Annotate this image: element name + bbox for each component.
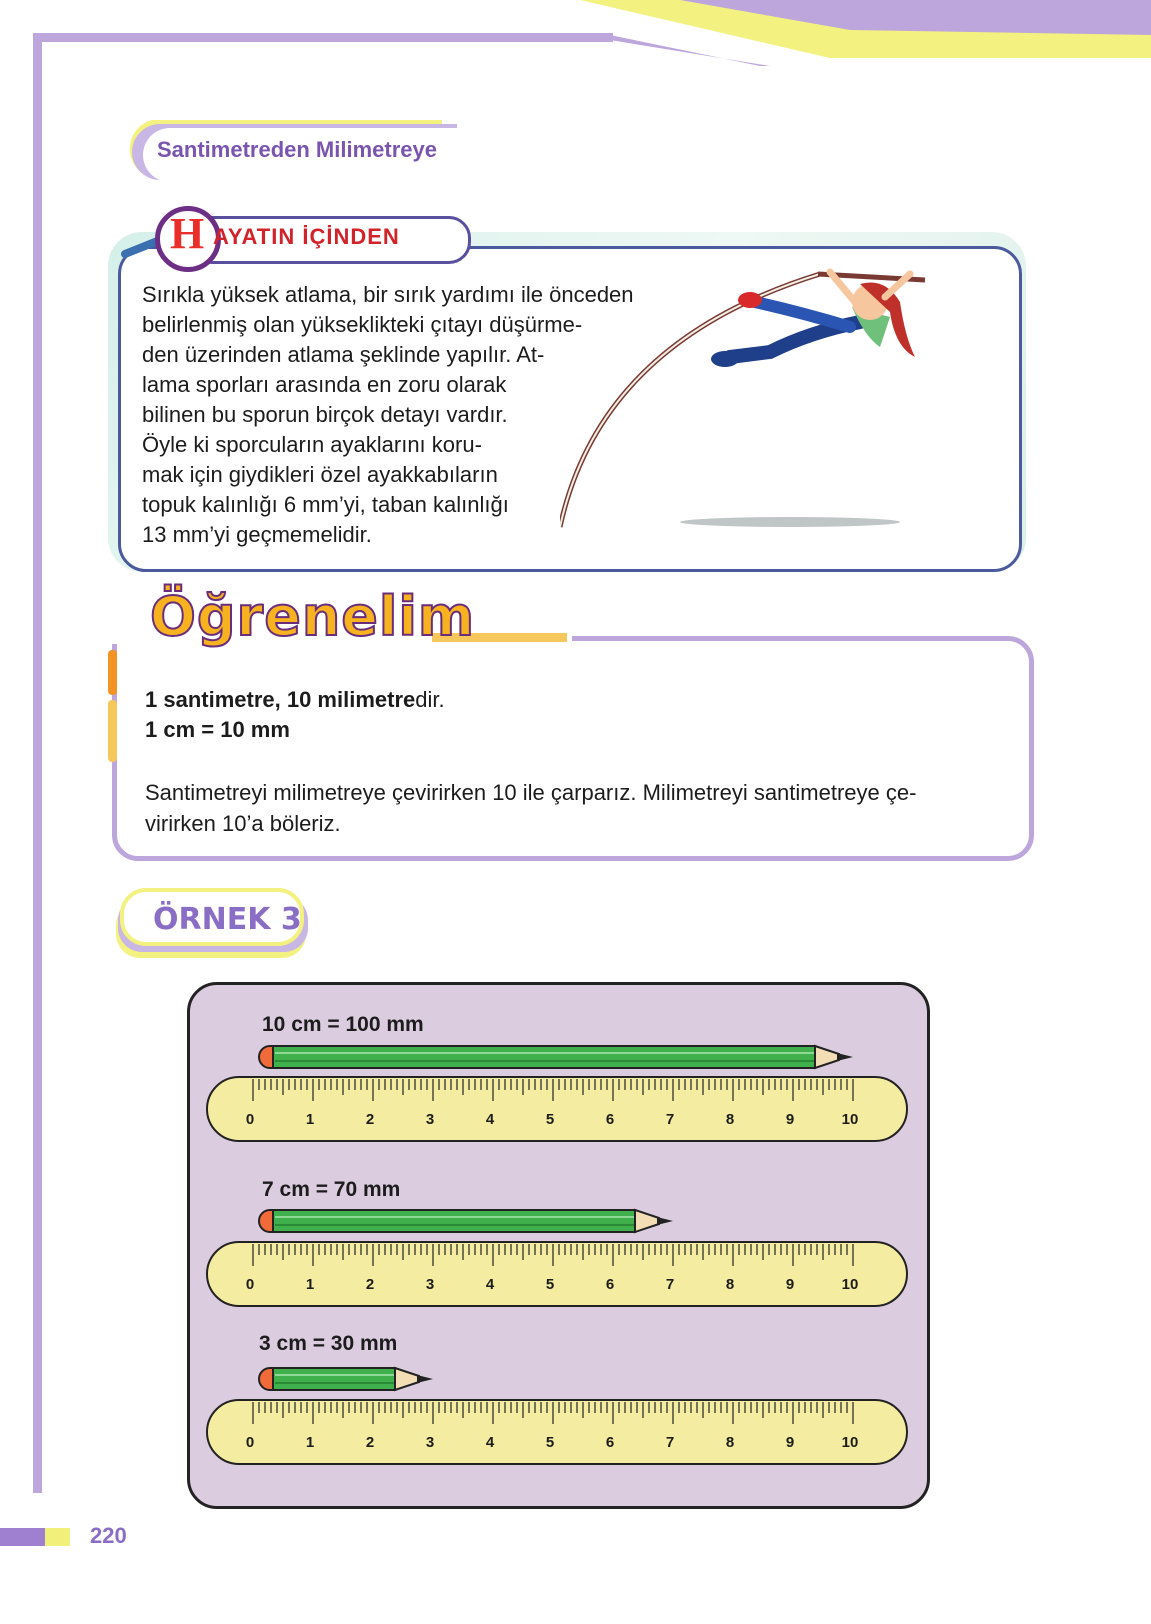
learn-equation: 1 cm = 10 mm [145,717,290,742]
row-label: 10 cm = 100 mm [262,1013,424,1036]
ruler-tick-label: 5 [545,1276,555,1293]
ruler-body [207,1400,907,1464]
ruler-tick-label: 6 [605,1276,615,1293]
pencil-tip [417,1375,433,1383]
ruler-tick-label: 6 [605,1434,615,1451]
ruler-tick-label: 4 [485,1111,495,1128]
ruler [205,1398,909,1466]
pole-vault-illustration [560,262,960,552]
page-frame-top [33,33,613,42]
ruler [205,1075,909,1143]
pencil-body [273,1210,635,1232]
ruler-tick-label: 0 [245,1276,255,1293]
ruler-tick-label: 10 [841,1111,859,1128]
ruler-tick-label: 1 [305,1276,315,1293]
page-number: 220 [90,1523,127,1548]
pencil-body [273,1046,815,1068]
ruler-tick-label: 7 [665,1276,675,1293]
pencil-tip [657,1217,673,1225]
example-label: ÖRNEK 3 [153,902,302,937]
ruler-tick-label: 2 [365,1276,375,1293]
pencil-body [273,1368,395,1390]
ruler-tick-label: 9 [785,1434,795,1451]
ruler-tick-label: 6 [605,1111,615,1128]
ruler-tick-label: 7 [665,1434,675,1451]
ruler-tick-label: 0 [245,1111,255,1128]
ruler-tick-label: 8 [725,1434,735,1451]
ruler-tick-label: 3 [425,1276,435,1293]
ruler-tick-label: 1 [305,1434,315,1451]
pencil-wood [395,1368,419,1390]
ruler-tick-label: 3 [425,1434,435,1451]
page-number-bar [45,1528,70,1546]
pencil-tip [837,1053,853,1061]
page-frame-left [33,33,42,1493]
ruler [205,1240,909,1308]
ruler-tick-label: 1 [305,1111,315,1128]
ruler-tick-label: 2 [365,1111,375,1128]
ruler-tick-label: 0 [245,1434,255,1451]
ruler-tick-label: 5 [545,1434,555,1451]
ruler-tick-label: 10 [841,1434,859,1451]
ruler-tick-label: 4 [485,1276,495,1293]
ruler-tick-label: 8 [725,1276,735,1293]
page-number-bar [0,1528,45,1546]
learn-accent-bar [108,700,117,762]
row-label: 7 cm = 70 mm [262,1178,401,1201]
learn-definition-rest: dir. [415,687,445,712]
learn-definition-bold: 1 santimetre, 10 milimetre [145,687,416,712]
pencil-10cm [257,1042,857,1072]
ruler-body [207,1077,907,1141]
life-banner-title: AYATIN İÇİNDEN [213,224,400,249]
row-label: 3 cm = 30 mm [259,1332,398,1355]
banner-letter: H [170,209,205,258]
learn-paragraph: Santimetreyi milimetreye çevirirken 10 ile çarparız. Milimetreyi santimetreye çe- virirken 10’a böleriz. [145,780,917,836]
ruler-tick-label: 9 [785,1111,795,1128]
ruler-tick-label: 3 [425,1111,435,1128]
ruler-tick-label: 10 [841,1276,859,1293]
pencil-wood [635,1210,659,1232]
life-text: Sırıkla yüksek atlama, bir sırık yardımı ile önceden belirlenmiş olan yükseklikteki çıtayı düşürme- den üzerinden atlama şeklinde yapılır. At- lama sporları arasında en zoru olarak bilinen bu sporun birçok detayı vardır. Öyle ki sporcuların ayaklarını koru- mak için giydikleri özel ayakkabıların topuk kalınlığı 6 mm’yi, taban kalınlığı 13 mm’yi geçmemelidir. [142,282,634,547]
section-title: Santimetreden Milimetreye [157,137,437,162]
pencil-wood [815,1046,839,1068]
ruler-tick-label: 9 [785,1276,795,1293]
ruler-tick-label: 7 [665,1111,675,1128]
ruler-body [207,1242,907,1306]
ruler-tick-label: 8 [725,1111,735,1128]
pencil-3cm [257,1364,857,1394]
ruler-tick-label: 2 [365,1434,375,1451]
ruler-tick-label: 4 [485,1434,495,1451]
learn-title: Öğrenelim [150,585,476,648]
learn-definition [145,687,445,713]
ruler-tick-label: 5 [545,1111,555,1128]
learn-accent-bar [108,650,117,695]
pencil-7cm [257,1206,857,1236]
